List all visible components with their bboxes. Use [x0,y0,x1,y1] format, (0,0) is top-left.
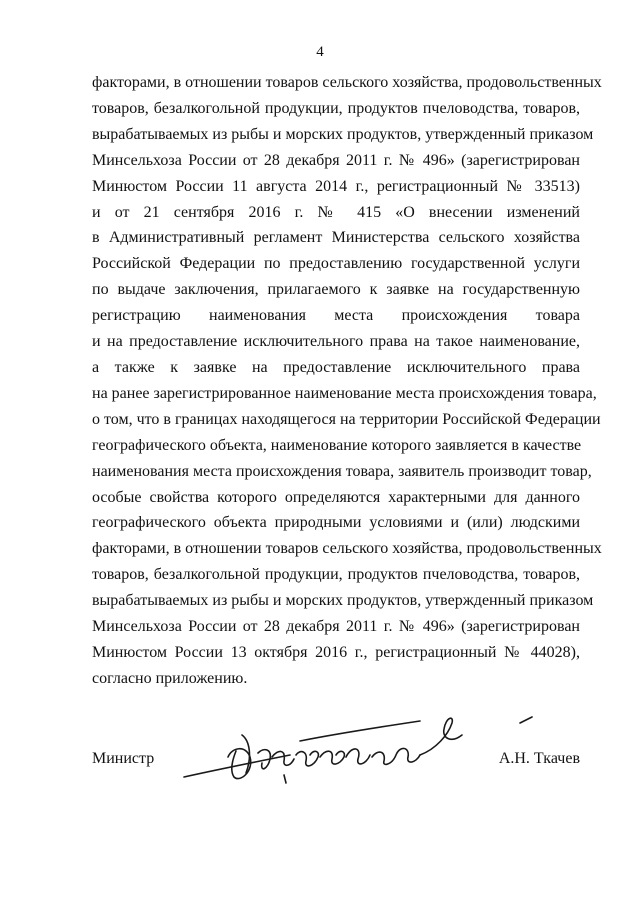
text-line: по выдаче заключения, прилагаемого к заявке на государственную [92,281,580,299]
text-line: вырабатываемых из рыбы и морских продуктов, утвержденный приказом [92,125,594,143]
text-line: а также к заявке на предоставление исключительного права [92,358,580,376]
text-line: и от 21 сентября 2016 г. № 415 «О внесении изменений [92,203,580,221]
text-line: регистрацию наименования места происхождения товара [92,307,580,325]
text-line-last: согласно приложению. [92,669,248,687]
text-line: особые свойства которого определяются характерными для данного [92,488,580,506]
signer-position: Министр [92,750,155,767]
text-line: географического объекта природными условиями и (или) людскими [92,514,580,532]
text-line: товаров, безалкогольной продукции, продуктов пчеловодства, товаров, [92,99,580,117]
text-line: и на предоставление исключительного права на такое наименование, [92,333,580,351]
text-line: Минсельхоза России от 28 декабря 2011 г. № 496» (зарегистрирован [92,151,580,169]
text-line: факторами, в отношении товаров сельского хозяйства, продовольственных [92,74,602,91]
text-line: товаров, безалкогольной продукции, продуктов пчеловодства, товаров, [92,566,580,584]
text-line: географического объекта, наименование которого заявляется в качестве [92,436,582,454]
text-line: Минсельхоза России от 28 декабря 2011 г. № 496» (зарегистрирован [92,618,580,636]
text-line: Минюстом России 13 октября 2016 г., регистрационный № 44028), [92,643,580,661]
text-line: Минюстом России 11 августа 2014 г., регистрационный № 33513) [92,177,580,195]
text-line: в Административный регламент Министерства сельского хозяйства [92,229,580,247]
text-line: на ранее зарегистрированное наименование места происхождения товара, [92,384,597,402]
text-line: Российской Федерации по предоставлению государственной услуги [92,255,580,273]
text-line: наименования места происхождения товара, заявитель производит товар, [92,462,592,480]
text-line: о том, что в границах находящегося на территории Российской Федерации [92,410,601,428]
signer-name: А.Н. Ткачев [498,750,580,767]
text-line: вырабатываемых из рыбы и морских продуктов, утвержденный приказом [92,592,594,610]
signature-block [92,750,580,776]
text-line: факторами, в отношении товаров сельского хозяйства, продовольственных [92,540,602,558]
page-number: 4 [316,44,324,60]
body-text [92,70,602,692]
